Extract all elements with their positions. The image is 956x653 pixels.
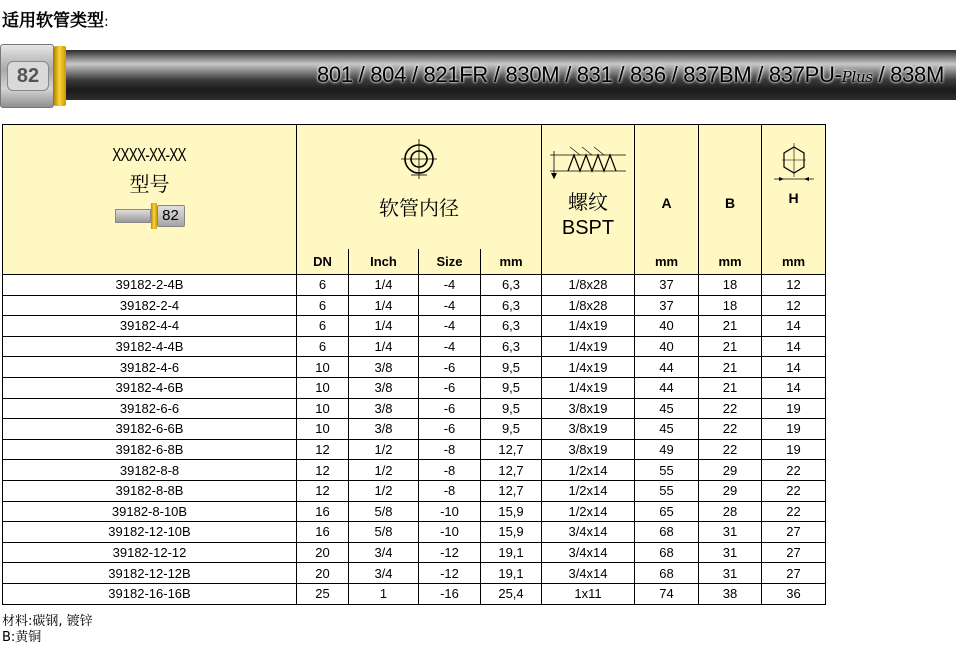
header-b [699, 125, 762, 249]
header-h [762, 125, 826, 249]
cell-model: 39182-8-8 [3, 460, 297, 481]
table-row [3, 377, 826, 398]
cell-dn: 6 [297, 295, 349, 316]
table-row [3, 522, 826, 543]
header-a [635, 125, 699, 249]
cell-b: 29 [699, 460, 762, 481]
hose-banner [0, 44, 956, 108]
spec-table-body [3, 275, 826, 605]
cell-size: -4 [419, 275, 481, 296]
fitting-nut-icon [0, 44, 54, 108]
cell-a: 40 [635, 336, 699, 357]
table-row [3, 357, 826, 378]
cell-a: 55 [635, 480, 699, 501]
cell-b: 18 [699, 295, 762, 316]
thread-label: 螺纹 [568, 190, 608, 214]
cell-thread: 1/2x14 [542, 480, 635, 501]
cell-a: 37 [635, 295, 699, 316]
cell-dn: 10 [297, 377, 349, 398]
cell-mm: 9,5 [481, 377, 542, 398]
cell-size: -4 [419, 295, 481, 316]
hose-image [56, 50, 956, 100]
cell-thread: 1/4x19 [542, 377, 635, 398]
cell-inch: 1/2 [349, 460, 419, 481]
cell-thread: 1/4x19 [542, 316, 635, 337]
table-row [3, 419, 826, 440]
cell-size: -10 [419, 522, 481, 543]
cell-model: 39182-4-6B [3, 377, 297, 398]
cell-inch: 1/4 [349, 336, 419, 357]
cell-inch: 5/8 [349, 501, 419, 522]
fitting-ferrule-icon [54, 46, 66, 106]
cell-dn: 10 [297, 357, 349, 378]
cell-h: 27 [762, 542, 826, 563]
cell-mm: 9,5 [481, 419, 542, 440]
hose-models-prefix: 801 / 804 / 821FR / 830M / 831 / 836 / 837BM / 837PU- [317, 62, 842, 87]
sub-inch: Inch [349, 249, 419, 275]
cell-b: 21 [699, 377, 762, 398]
cell-b: 22 [699, 439, 762, 460]
cell-a: 44 [635, 377, 699, 398]
footer-notes [2, 614, 93, 646]
cell-thread: 1/4x19 [542, 357, 635, 378]
cell-mm: 6,3 [481, 316, 542, 337]
hose-models-suffix: / 838M [872, 62, 944, 87]
cell-h: 19 [762, 419, 826, 440]
cell-model: 39182-12-12B [3, 563, 297, 584]
cell-dn: 25 [297, 583, 349, 604]
cell-model: 39182-16-16B [3, 583, 297, 604]
cell-b: 29 [699, 480, 762, 501]
cell-mm: 9,5 [481, 357, 542, 378]
thread-icon [546, 145, 630, 181]
sub-dn: DN [297, 249, 349, 275]
fitting-mini-icon [115, 203, 185, 229]
table-row [3, 563, 826, 584]
hose-section-icon [399, 137, 439, 181]
cell-h: 14 [762, 336, 826, 357]
cell-h: 19 [762, 398, 826, 419]
cell-dn: 10 [297, 419, 349, 440]
cell-size: -8 [419, 460, 481, 481]
sub-mm: mm [481, 249, 542, 275]
cell-b: 21 [699, 316, 762, 337]
cell-mm: 6,3 [481, 336, 542, 357]
cell-dn: 12 [297, 460, 349, 481]
cell-model: 39182-6-8B [3, 439, 297, 460]
material-note: 材料:碳钢, 镀锌 [2, 614, 93, 629]
cell-inch: 1/4 [349, 275, 419, 296]
page-title-text: 适用软管类型 [2, 11, 104, 31]
cell-h: 14 [762, 357, 826, 378]
cell-mm: 19,1 [481, 563, 542, 584]
cell-mm: 12,7 [481, 439, 542, 460]
sub-b-unit: mm [699, 249, 762, 275]
cell-b: 22 [699, 419, 762, 440]
table-row [3, 295, 826, 316]
cell-b: 31 [699, 542, 762, 563]
col-b-label: B [724, 195, 736, 211]
cell-a: 45 [635, 419, 699, 440]
cell-thread: 1/8x28 [542, 275, 635, 296]
cell-inch: 5/8 [349, 522, 419, 543]
cell-dn: 6 [297, 336, 349, 357]
cell-model: 39182-8-10B [3, 501, 297, 522]
cell-thread: 3/8x19 [542, 398, 635, 419]
table-row [3, 316, 826, 337]
cell-a: 40 [635, 316, 699, 337]
cell-inch: 3/8 [349, 377, 419, 398]
cell-thread: 1/2x14 [542, 460, 635, 481]
cell-h: 14 [762, 316, 826, 337]
hose-models-plus: Plus [841, 68, 873, 86]
cell-h: 12 [762, 275, 826, 296]
cell-a: 49 [635, 439, 699, 460]
cell-mm: 25,4 [481, 583, 542, 604]
cell-dn: 6 [297, 316, 349, 337]
header-hose-id [297, 125, 542, 249]
sub-size: Size [419, 249, 481, 275]
cell-size: -12 [419, 563, 481, 584]
cell-dn: 10 [297, 398, 349, 419]
cell-model: 39182-6-6 [3, 398, 297, 419]
cell-mm: 15,9 [481, 522, 542, 543]
fitting-ferrule-small-icon [151, 203, 157, 229]
cell-a: 45 [635, 398, 699, 419]
cell-dn: 6 [297, 275, 349, 296]
cell-size: -16 [419, 583, 481, 604]
cell-model: 39182-12-12 [3, 542, 297, 563]
col-a-label: A [661, 195, 672, 211]
cell-a: 55 [635, 460, 699, 481]
cell-b: 18 [699, 275, 762, 296]
cell-mm: 9,5 [481, 398, 542, 419]
table-row [3, 542, 826, 563]
cell-thread: 3/4x14 [542, 542, 635, 563]
cell-model: 39182-2-4 [3, 295, 297, 316]
cell-thread: 1/2x14 [542, 501, 635, 522]
cell-inch: 1/4 [349, 316, 419, 337]
cell-model: 39182-4-4B [3, 336, 297, 357]
fitting-series-label: 82 [7, 61, 49, 91]
cell-mm: 12,7 [481, 480, 542, 501]
cell-dn: 20 [297, 563, 349, 584]
page-title-colon: : [104, 14, 109, 30]
cell-size: -4 [419, 316, 481, 337]
cell-size: -6 [419, 377, 481, 398]
cell-b: 22 [699, 398, 762, 419]
cell-mm: 15,9 [481, 501, 542, 522]
cell-mm: 6,3 [481, 275, 542, 296]
cell-inch: 3/8 [349, 419, 419, 440]
cell-thread: 1x11 [542, 583, 635, 604]
cell-inch: 3/4 [349, 542, 419, 563]
cell-a: 68 [635, 563, 699, 584]
cell-a: 68 [635, 522, 699, 543]
hose-models-list [317, 62, 944, 88]
cell-dn: 16 [297, 522, 349, 543]
fitting-mini-label: 82 [157, 205, 185, 227]
table-row [3, 460, 826, 481]
cell-h: 22 [762, 480, 826, 501]
cell-a: 68 [635, 542, 699, 563]
cell-a: 44 [635, 357, 699, 378]
cell-thread: 1/8x28 [542, 295, 635, 316]
cell-mm: 12,7 [481, 460, 542, 481]
cell-inch: 3/8 [349, 357, 419, 378]
cell-inch: 3/8 [349, 398, 419, 419]
cell-size: -4 [419, 336, 481, 357]
cell-model: 39182-4-4 [3, 316, 297, 337]
table-row [3, 501, 826, 522]
table-row [3, 275, 826, 296]
cell-thread: 3/4x14 [542, 522, 635, 543]
cell-size: -12 [419, 542, 481, 563]
thread-standard: BSPT [561, 217, 615, 239]
cell-a: 65 [635, 501, 699, 522]
cell-mm: 6,3 [481, 295, 542, 316]
cell-b: 31 [699, 522, 762, 543]
hose-id-label: 软管内径 [379, 196, 459, 220]
cell-dn: 16 [297, 501, 349, 522]
table-row [3, 480, 826, 501]
cell-thread: 1/4x19 [542, 336, 635, 357]
cell-h: 27 [762, 563, 826, 584]
cell-b: 21 [699, 357, 762, 378]
cell-h: 27 [762, 522, 826, 543]
cell-inch: 1/2 [349, 480, 419, 501]
cell-b: 31 [699, 563, 762, 584]
cell-h: 36 [762, 583, 826, 604]
cell-size: -8 [419, 480, 481, 501]
cell-thread: 3/8x19 [542, 419, 635, 440]
cell-model: 39182-2-4B [3, 275, 297, 296]
cell-a: 74 [635, 583, 699, 604]
table-row [3, 583, 826, 604]
cell-h: 19 [762, 439, 826, 460]
brass-note: B:黄铜 [2, 630, 42, 645]
cell-thread: 3/8x19 [542, 439, 635, 460]
cell-thread: 3/4x14 [542, 563, 635, 584]
cell-inch: 1/2 [349, 439, 419, 460]
sub-a-unit: mm [635, 249, 699, 275]
header-model [3, 125, 297, 275]
cell-h: 22 [762, 501, 826, 522]
cell-b: 38 [699, 583, 762, 604]
cell-a: 37 [635, 275, 699, 296]
cell-size: -10 [419, 501, 481, 522]
fitting-stem-icon [115, 209, 151, 223]
header-thread [542, 125, 635, 275]
cell-model: 39182-12-10B [3, 522, 297, 543]
model-label: 型号 [129, 172, 170, 196]
model-code-pattern: XXXX-XX-XX [112, 145, 187, 165]
cell-dn: 12 [297, 439, 349, 460]
cell-mm: 19,1 [481, 542, 542, 563]
cell-dn: 20 [297, 542, 349, 563]
cell-b: 28 [699, 501, 762, 522]
hex-nut-icon [772, 143, 816, 183]
page-title [2, 6, 109, 31]
cell-h: 14 [762, 377, 826, 398]
cell-model: 39182-8-8B [3, 480, 297, 501]
cell-size: -6 [419, 398, 481, 419]
cell-model: 39182-6-6B [3, 419, 297, 440]
cell-inch: 1/4 [349, 295, 419, 316]
table-row [3, 439, 826, 460]
cell-inch: 1 [349, 583, 419, 604]
spec-table [2, 124, 826, 605]
table-row [3, 336, 826, 357]
cell-h: 22 [762, 460, 826, 481]
cell-inch: 3/4 [349, 563, 419, 584]
col-h-label: H [788, 190, 799, 206]
cell-h: 12 [762, 295, 826, 316]
cell-model: 39182-4-6 [3, 357, 297, 378]
cell-size: -6 [419, 419, 481, 440]
cell-size: -8 [419, 439, 481, 460]
cell-b: 21 [699, 336, 762, 357]
sub-h-unit: mm [762, 249, 826, 275]
cell-dn: 12 [297, 480, 349, 501]
cell-size: -6 [419, 357, 481, 378]
table-row [3, 398, 826, 419]
